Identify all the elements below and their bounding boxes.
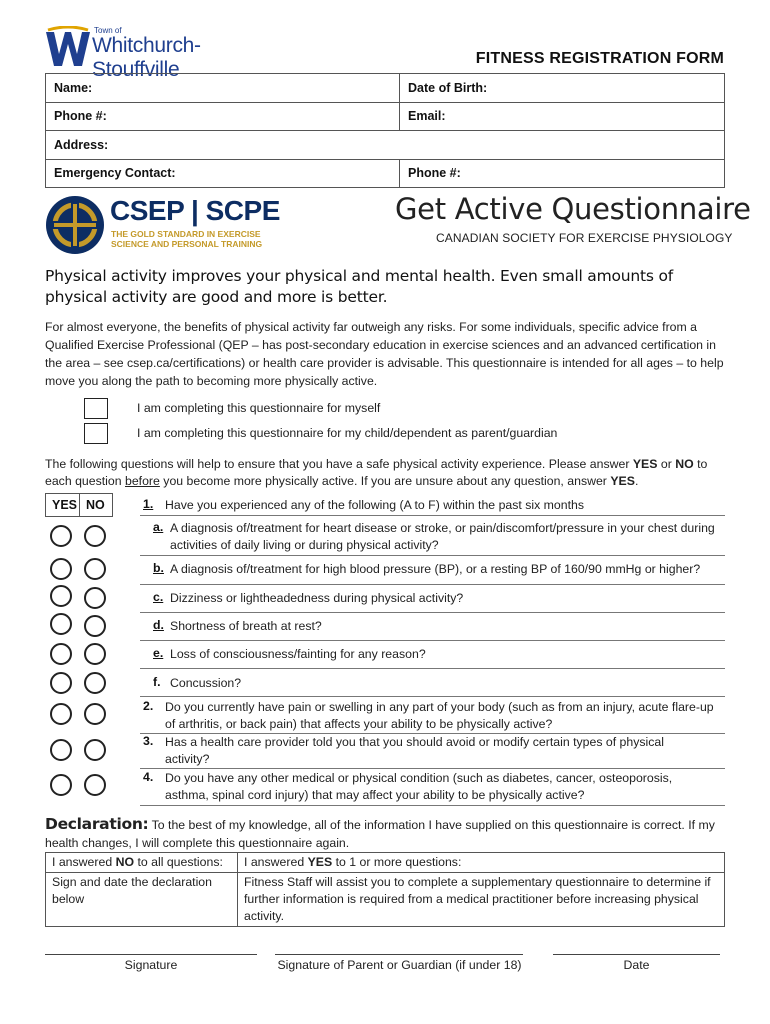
declaration-text: To the best of my knowledge, all of the information I have supplied on this questionnaire is correct. If my health changes, I will complete this questionnaire again. [45,818,715,850]
town-of-label: Town of [94,26,122,35]
question-a-text: A diagnosis of/treatment for heart disease or stroke, or pain/discomfort/pressure in your chest during activities of daily living or during physical activity? [170,521,715,552]
question-1-text: Have you experienced any of the following (A to F) within the past six months [165,498,584,512]
answered-no-cell [46,853,238,873]
question-letter: d. [153,618,164,632]
question-letter: a. [153,520,164,534]
question-4-text: Do you have any other medical or physical condition (such as diabetes, cancer, osteoporosis, asthma, spinal cord injury) that may affect your ability to be physically active? [165,771,673,802]
q-a-yes-radio[interactable] [50,525,72,547]
date-label: Date [623,958,650,972]
row-divider [140,584,725,585]
email-field[interactable]: Email: [400,102,725,131]
q-b-yes-radio[interactable] [50,558,72,580]
declaration-heading: Declaration: [45,815,149,833]
registration-info-table [45,73,725,188]
yes-no-header [45,493,113,517]
q-a-no-radio[interactable] [84,525,106,547]
row-divider [140,696,725,697]
q-c-yes-radio[interactable] [50,585,72,607]
intro-paragraph: For almost everyone, the benefits of physical activity far outweigh any risks. For some individuals, specific advice from a Qualified Exercise Professional (QEP – has post-secondary education in exercise sciences and an advanced certification in the area – see csep.ca/certifications) or health care provider is advisable. This questionnaire is intended for all ages – to help move you along the path to becoming more physically active. [45,320,724,388]
question-d-text: Shortness of breath at rest? [170,619,322,633]
no-column-header: NO [86,498,105,512]
question-number: 1. [143,497,154,511]
csep-tagline-1: THE GOLD STANDARD IN EXERCISE [111,229,261,239]
question-letter: e. [153,646,164,660]
row-divider [140,555,725,556]
column-divider [79,494,80,516]
instructions-text: or [657,457,676,471]
question-b-text: A diagnosis of/treatment for high blood pressure (BP), or a resting BP of 160/90 mmHg or higher? [170,562,701,576]
q-4-yes-radio[interactable] [50,774,72,796]
instructions-text: . [634,474,639,488]
yes-word: YES [610,474,635,488]
q-3-yes-radio[interactable] [50,739,72,761]
question-2-text: Do you currently have pain or swelling in any part of your body (such as from an injury, acute flare-up of arthritis, or back pain) that affects your ability to be physically active? [165,700,714,731]
yes-column-header: YES [52,498,78,512]
q-d-yes-radio[interactable] [50,613,72,635]
answered-no-text: I answered [52,855,116,869]
child-checkbox[interactable] [84,423,108,444]
no-word: NO [115,855,135,869]
name-field[interactable]: Name: [46,74,400,103]
fitness-staff-cell: Fitness Staff will assist you to complete a supplementary questionnaire to determine if further information is required from a medical practitioner before increasing physical activity. [238,873,725,927]
self-checkbox-label: I am completing this questionnaire for myself [137,401,381,415]
answered-yes-text: I answered [244,855,308,869]
q-c-no-radio[interactable] [84,587,106,609]
question-letter: b. [153,561,164,575]
parent-signature-label: Signature of Parent or Guardian (if under 18) [277,958,522,972]
row-divider [140,640,725,641]
q-e-no-radio[interactable] [84,643,106,665]
q-d-no-radio[interactable] [84,615,106,637]
question-3-text: Has a health care provider told you that you should avoid or modify certain types of physical activity? [165,735,664,766]
emergency-contact-field[interactable]: Emergency Contact: [46,159,400,188]
address-field[interactable]: Address: [46,131,725,160]
csep-wordmark: CSEP | SCPE [110,195,280,226]
questionnaire-subtitle: CANADIAN SOCIETY FOR EXERCISE PHYSIOLOGY [436,231,733,245]
q-4-no-radio[interactable] [84,774,106,796]
declaration-table [45,852,725,927]
question-number: 2. [143,699,154,713]
questionnaire-title: Get Active Questionnaire [395,192,751,226]
csep-tagline-2: SCIENCE AND PERSONAL TRAINING [111,239,263,249]
yes-word: YES [307,855,333,869]
instructions-text: you become more physically active. If you are unsure about any question, answer [159,474,611,488]
sign-and-date-cell: Sign and date the declaration below [46,873,238,927]
question-c-text: Dizziness or lightheadedness during physical activity? [170,591,464,605]
emergency-phone-field[interactable]: Phone #: [400,159,725,188]
signature-line[interactable] [45,954,257,955]
before-word: before [125,474,160,488]
declaration-paragraph [45,815,725,852]
town-logo [44,24,274,81]
q-f-yes-radio[interactable] [50,672,72,694]
self-checkbox[interactable] [84,398,108,419]
question-f-text: Concussion? [170,676,242,690]
q-2-yes-radio[interactable] [50,703,72,725]
question-number: 3. [143,734,154,748]
row-divider [140,805,725,806]
question-letter: c. [153,590,164,604]
answered-no-text: to all questions: [134,855,223,869]
csep-emblem-icon [44,194,106,256]
signature-label: Signature [124,958,178,972]
question-e-text: Loss of consciousness/fainting for any reason? [170,647,426,661]
q-3-no-radio[interactable] [84,739,106,761]
q-2-no-radio[interactable] [84,703,106,725]
town-name: Whitchurch-Stouffville [92,34,201,81]
answered-yes-text: to 1 or more questions: [332,855,462,869]
row-divider [140,612,725,613]
child-checkbox-label: I am completing this questionnaire for my child/dependent as parent/guardian [137,426,558,440]
row-divider [140,515,725,516]
question-letter: f. [153,675,161,689]
q-e-yes-radio[interactable] [50,643,72,665]
parent-signature-line[interactable] [275,954,523,955]
form-title: FITNESS REGISTRATION FORM [475,50,724,67]
instructions-paragraph [45,456,725,490]
instructions-text: to each question [45,457,708,488]
answered-yes-cell [238,853,725,873]
row-divider [140,668,725,669]
yes-word: YES [632,457,658,471]
dob-field[interactable]: Date of Birth: [400,74,725,103]
instructions-text: The following questions will help to ensure that you have a safe physical activity experience. Please answer [45,457,633,471]
phone-field[interactable]: Phone #: [46,102,400,131]
date-line[interactable] [553,954,720,955]
row-divider [140,768,725,769]
csep-logo [44,193,284,258]
q-f-no-radio[interactable] [84,672,106,694]
lead-statement: Physical activity improves your physical and mental health. Even small amounts of physical activity are good and more is better. [45,267,674,306]
town-w-icon [44,26,92,72]
q-b-no-radio[interactable] [84,558,106,580]
question-number: 4. [143,770,154,784]
no-word: NO [675,457,694,471]
